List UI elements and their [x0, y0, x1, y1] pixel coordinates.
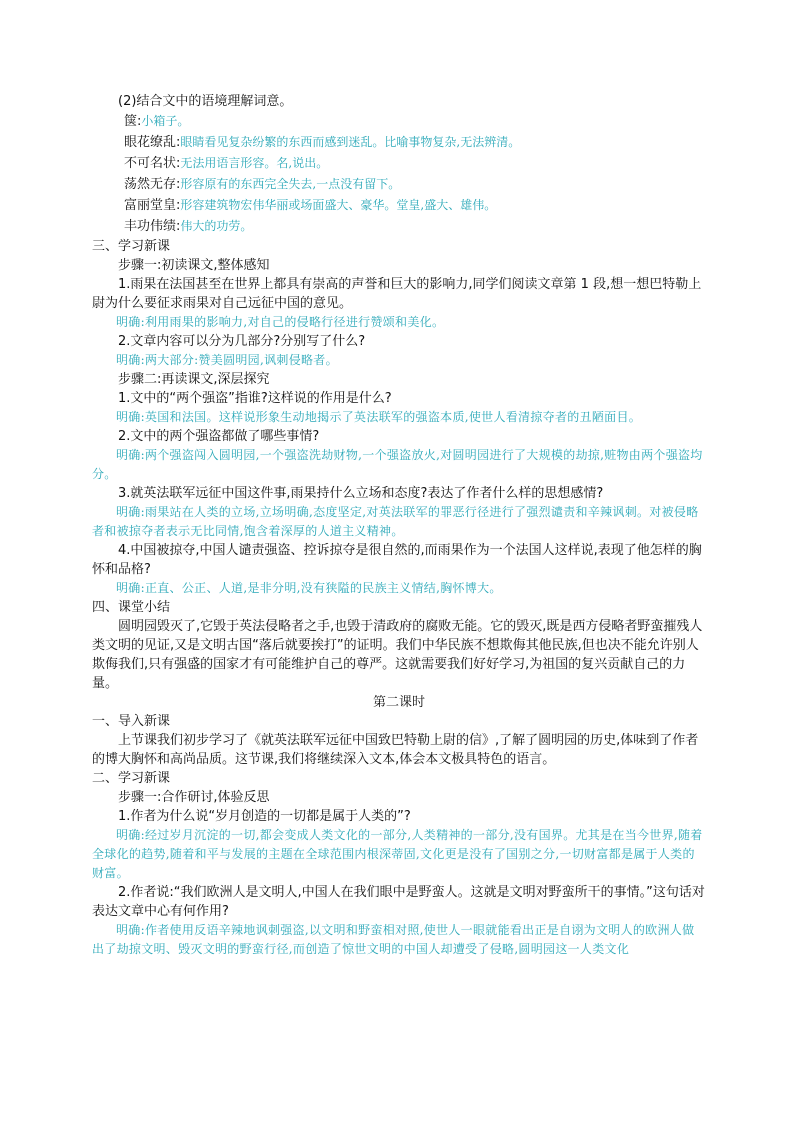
vocab-item: 丰功伟绩:伟大的功劳。 — [124, 219, 253, 234]
vocab-item: 荡然无存:形容原有的东西完全失去,一点没有留下。 — [124, 177, 401, 192]
step-heading: 步骤二:再读课文,深层探究 — [118, 372, 270, 387]
section-heading: 一、导入新课 — [92, 714, 171, 729]
answer: 明确:英国和法国。这样说形象生动地揭示了英法联军的强盗本质,使世人看清掠夺者的丑陋面目。 — [116, 410, 642, 424]
answer: 明确:正直、公正、人道,是非分明,没有狭隘的民族主义情结,胸怀博大。 — [116, 581, 502, 595]
document-page — [92, 92, 706, 959]
vocab-item: 不可名状:无法用语言形容。名,说出。 — [124, 156, 329, 171]
question: 3.就英法联军远征中国这件事,雨果持什么立场和态度?表达了作者什么样的思想感情? — [118, 486, 604, 501]
vocab-heading: (2)结合文中的语境理解词意。 — [118, 94, 293, 109]
answer: 明确:经过岁月沉淀的一切,都会变成人类文化的一部分,人类精神的一部分,没有国界。尤其是在当今世界,随着全球化的趋势,随着和平与发展的主题在全球范围内根深蒂固,文化更是没有了国别之分,一切财富都是属于人类的财富。 — [92, 828, 703, 880]
question: 2.文中的两个强盗都做了哪些事情? — [118, 429, 320, 444]
answer: 明确:两个强盗闯入圆明园,一个强盗洗劫财物,一个强盗放火,对圆明园进行了大规模的劫掠,赃物由两个强盗均分。 — [92, 448, 703, 481]
question: 1.文中的“两个强盗”指谁?这样说的作用是什么? — [118, 391, 392, 406]
answer: 明确:利用雨果的影响力,对自己的侵略行径进行赞颂和美化。 — [116, 315, 445, 329]
vocab-item: 箧:小箱子。 — [124, 114, 190, 129]
vocab-item: 眼花缭乱:眼睛看见复杂纷繁的东西而感到迷乱。比喻事物复杂,无法辨清。 — [124, 135, 521, 150]
question: 2.文章内容可以分为几部分?分别写了什么? — [118, 334, 366, 349]
step-heading: 步骤一:初读课文,整体感知 — [118, 258, 270, 273]
step-heading: 步骤一:合作研讨,体验反思 — [118, 790, 270, 805]
vocab-list — [92, 111, 706, 237]
intro-paragraph: 上节课我们初步学习了《就英法联军远征中国致巴特勒上尉的信》,了解了圆明园的历史,体味到了作者的博大胸怀和高尚品质。这节课,我们将继续深入文本,体会本文极具特色的语言。 — [92, 733, 699, 767]
section-heading: 四、课堂小结 — [92, 600, 171, 615]
question: 1.雨果在法国甚至在世界上都具有崇高的声誉和巨大的影响力,同学们阅读文章第 1 段,想一想巴特勒上尉为什么要征求雨果对自己远征中国的意见。 — [92, 277, 702, 311]
summary-paragraph: 圆明园毁灭了,它毁于英法侵略者之手,也毁于清政府的腐败无能。它的毁灭,既是西方侵略者野蛮摧残人类文明的见证,又是文明古国“落后就要挨打”的证明。我们中华民族不想欺侮其他民族,但也决不能允许别人欺侮我们,只有强盛的国家才有可能维护自己的尊严。这就需要我们好好学习,为祖国的复兴贡献自己的力量。 — [92, 619, 703, 691]
question: 2.作者说:“我们欧洲人是文明人,中国人在我们眼中是野蛮人。这就是文明对野蛮所干的事情。”这句话对表达文章中心有何作用? — [92, 885, 705, 919]
section-heading: 三、学习新课 — [92, 239, 171, 254]
question: 4.中国被掠夺,中国人谴责强盗、控诉掠夺是很自然的,而雨果作为一个法国人这样说,表现了他怎样的胸怀和品格? — [92, 543, 702, 577]
answer: 明确:作者使用反语辛辣地讽刺强盗,以文明和野蛮相对照,使世人一眼就能看出正是自诩为文明人的欧洲人做出了劫掠文明、毁灭文明的野蛮行径,而创造了惊世文明的中国人却遭受了侵略,圆明园这一人类文化 — [92, 923, 695, 956]
vocab-item: 富丽堂皇:形容建筑物宏伟华丽或场面盛大、豪华。堂皇,盛大、雄伟。 — [124, 198, 497, 213]
answer: 明确:两大部分:赞美圆明园,讽刺侵略者。 — [116, 353, 338, 367]
question: 1.作者为什么说“岁月创造的一切都是属于人类的”? — [118, 809, 411, 824]
answer: 明确:雨果站在人类的立场,立场明确,态度坚定,对英法联军的罪恶行径进行了强烈谴责和辛辣讽刺。对被侵略者和被掠夺者表示无比同情,饱含着深厚的人道主义精神。 — [92, 505, 699, 538]
section-heading: 二、学习新课 — [92, 771, 171, 786]
lesson-title: 第二课时 — [372, 695, 425, 710]
